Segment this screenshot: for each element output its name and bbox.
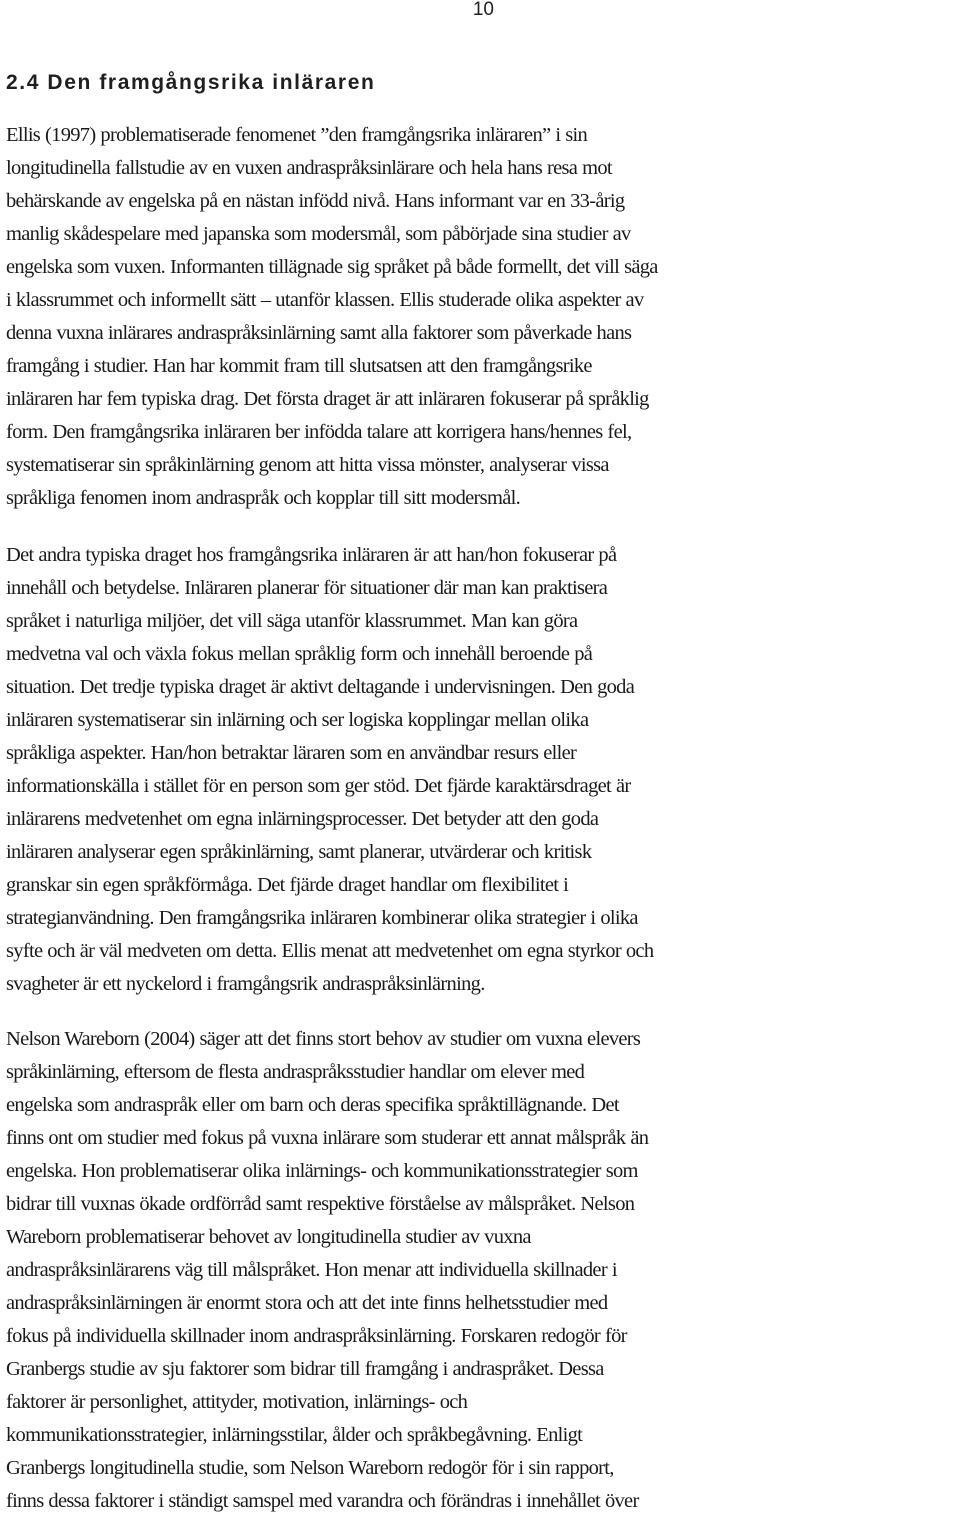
paragraph-line: granskar sin egen språkförmåga. Det fjärde draget handlar om flexibilitet i — [6, 874, 569, 896]
paragraph-line: longitudinella fallstudie av en vuxen andraspråksinlärare och hela hans resa mot — [6, 157, 612, 179]
paragraph-line: språkliga aspekter. Han/hon betraktar läraren som en användbar resurs eller — [6, 742, 577, 764]
paragraph-line: manlig skådespelare med japanska som modersmål, som påbörjade sina studier av — [6, 223, 631, 245]
paragraph-line: engelska som andraspråk eller om barn och deras specifika språktillägnande. Det — [6, 1094, 619, 1116]
paragraph-line: finns ont om studier med fokus på vuxna inlärare som studerar ett annat målspråk än — [6, 1127, 649, 1149]
paragraph-line: engelska som vuxen. Informanten tillägnade sig språket på både formellt, det vill säga — [6, 256, 658, 278]
paragraph-second-trait — [6, 539, 960, 1001]
paragraph-line: i klassrummet och informellt sätt – utanför klassen. Ellis studerade olika aspekter av — [6, 289, 644, 311]
paragraph-line: Granbergs longitudinella studie, som Nelson Wareborn redogör för i sin rapport, — [6, 1457, 614, 1479]
paragraph-line: språket i naturliga miljöer, det vill säga utanför klassrummet. Man kan göra — [6, 610, 578, 632]
paragraph-line: bidrar till vuxnas ökade ordförråd samt respektive förståelse av målspråket. Nelson — [6, 1193, 635, 1215]
paragraph-line: inläraren systematiserar sin inlärning och ser logiska kopplingar mellan olika — [6, 709, 589, 731]
paragraph-line: medvetna val och växla fokus mellan språklig form och innehåll beroende på — [6, 643, 593, 665]
paragraph-line: finns dessa faktorer i ständigt samspel med varandra och förändras i innehållet över — [6, 1490, 639, 1512]
paragraph-line: inlärarens medvetenhet om egna inlärningsprocesser. Det betyder att den goda — [6, 808, 599, 830]
paragraph-line: språkinlärning, eftersom de flesta andraspråksstudier handlar om elever med — [6, 1061, 585, 1083]
paragraph-line: andraspråksinlärningen är enormt stora och att det inte finns helhetsstudier med — [6, 1292, 608, 1314]
paragraph-line: svagheter är ett nyckelord i framgångsrik andraspråksinlärning. — [6, 973, 485, 995]
paragraph-line: strategianvändning. Den framgångsrika inläraren kombinerar olika strategier i olika — [6, 907, 638, 929]
paragraph-line: andraspråksinlärarens väg till målspråket. Hon menar att individuella skillnader i — [6, 1259, 617, 1281]
paragraph-line: Nelson Wareborn (2004) säger att det finns stort behov av studier om vuxna elevers — [6, 1028, 641, 1050]
paragraph-line: språkliga fenomen inom andraspråk och kopplar till sitt modersmål. — [6, 487, 521, 509]
paragraph-line: Wareborn problematiserar behovet av longitudinella studier av vuxna — [6, 1226, 531, 1248]
paragraph-line: kommunikationsstrategier, inlärningsstilar, ålder och språkbegåvning. Enligt — [6, 1424, 583, 1446]
paragraph-line: denna vuxna inlärares andraspråksinlärning samt alla faktorer som påverkade hans — [6, 322, 632, 344]
paragraph-line: Det andra typiska draget hos framgångsrika inläraren är att han/hon fokuserar på — [6, 544, 617, 566]
paragraph-line: systematiserar sin språkinlärning genom att hitta vissa mönster, analyserar vissa — [6, 454, 609, 476]
page-number: 10 — [472, 0, 494, 20]
paragraph-line: inläraren har fem typiska drag. Det första draget är att inläraren fokuserar på språklig — [6, 388, 649, 410]
paragraph-line: Granbergs studie av sju faktorer som bidrar till framgång i andraspråket. Dessa — [6, 1358, 604, 1380]
paragraph-ellis — [6, 119, 960, 515]
paragraph-line: faktorer är personlighet, attityder, motivation, inlärnings- och — [6, 1391, 468, 1413]
paragraph-line: framgång i studier. Han har kommit fram till slutsatsen att den framgångsrike — [6, 355, 592, 377]
section-heading: 2.4 Den framgångsrika inläraren — [6, 71, 376, 94]
paragraph-line: innehåll och betydelse. Inläraren planerar för situationer där man kan praktisera — [6, 577, 608, 599]
paragraph-line: syfte och är väl medveten om detta. Ellis menat att medvetenhet om egna styrkor och — [6, 940, 654, 962]
paragraph-line: inläraren analyserar egen språkinlärning, samt planerar, utvärderar och kritisk — [6, 841, 592, 863]
paragraph-line: form. Den framgångsrika inläraren ber infödda talare att korrigera hans/hennes fel, — [6, 421, 632, 443]
paragraph-line: informationskälla i stället för en person som ger stöd. Det fjärde karaktärsdraget är — [6, 775, 631, 797]
paragraph-line: Ellis (1997) problematiserade fenomenet ”den framgångsrika inläraren” i sin — [6, 124, 588, 146]
paragraph-line: engelska. Hon problematiserar olika inlärnings- och kommunikationsstrategier som — [6, 1160, 638, 1182]
paragraph-line: fokus på individuella skillnader inom andraspråksinlärning. Forskaren redogör för — [6, 1325, 627, 1347]
paragraph-line: behärskande av engelska på en nästan infödd nivå. Hans informant var en 33-årig — [6, 190, 625, 212]
paragraph-line: situation. Det tredje typiska draget är aktivt deltagande i undervisningen. Den goda — [6, 676, 635, 698]
paragraph-nelson-wareborn — [6, 1023, 960, 1518]
